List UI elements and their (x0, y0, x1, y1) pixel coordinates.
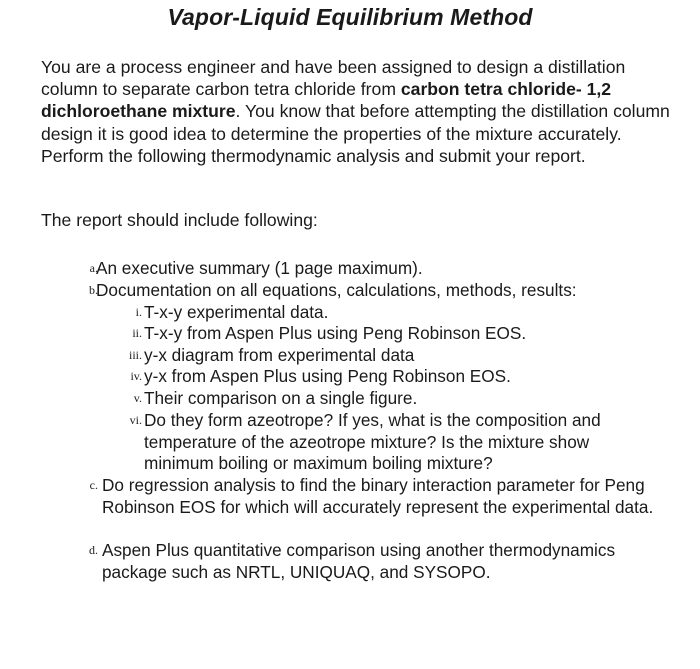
report-lead: The report should include following: (41, 210, 318, 230)
list-item-text: T-x-y experimental data. (144, 302, 329, 322)
list-marker: i. (135, 305, 142, 319)
document-title: Vapor-Liquid Equilibrium Method (167, 4, 533, 30)
list-item-text: Aspen Plus quantitative comparison using another thermodynamics package such as NRTL, UNIQUAQ, and SYSOPO. (102, 540, 616, 582)
list-subitem-i (124, 302, 664, 324)
list-marker: b. (89, 283, 98, 297)
list-item-text: T-x-y from Aspen Plus using Peng Robinson EOS. (144, 323, 527, 343)
list-item-text: y-x diagram from experimental data (144, 345, 415, 365)
list-item-b (80, 280, 670, 302)
list-marker: vi. (129, 413, 142, 427)
list-subitem-v (124, 388, 664, 410)
list-item-a (80, 258, 670, 280)
list-item-text: Do they form azeotrope? If yes, what is the composition and temperature of the azeotrope mixture? Is the mixture show minimum boiling or maximum boiling mixture? (144, 410, 601, 474)
list-marker: iii. (128, 348, 142, 362)
intro-text-start: You are a process engineer and have been assigned to design a distillation column to separate carbon tetra chloride from (41, 57, 626, 100)
list-subitem-ii (124, 323, 664, 345)
list-subitem-iv (124, 366, 664, 388)
list-marker: c. (89, 478, 98, 492)
list-item-text: Their comparison on a single figure. (144, 388, 418, 408)
list-item-text: An executive summary (1 page maximum). (96, 258, 423, 278)
list-marker: a. (89, 261, 98, 275)
intro-paragraph (41, 56, 671, 167)
intro-text-end: . You know that before attempting the distillation column design it is good idea to determine the properties of the mixture accurately. Perform the following thermodynamic analysis and submit your report. (41, 101, 670, 166)
list-marker: ii. (132, 326, 142, 340)
list-item-text: Documentation on all equations, calculations, methods, results: (96, 280, 577, 300)
list-marker: v. (133, 391, 142, 405)
list-item-text: Do regression analysis to find the binary interaction parameter for Peng Robinson EOS for which will accurately represent the experimental data. (102, 475, 654, 517)
list-marker: d. (89, 543, 98, 557)
list-subitem-vi (124, 410, 644, 475)
list-item-c (80, 475, 665, 518)
list-marker: iv. (130, 369, 142, 383)
intro-bold-mixture: carbon tetra chloride- 1,2 dichloroethane mixture (41, 79, 612, 122)
list-subitem-iii (124, 345, 664, 367)
list-item-d (80, 540, 620, 583)
list-item-text: y-x from Aspen Plus using Peng Robinson EOS. (144, 366, 511, 386)
